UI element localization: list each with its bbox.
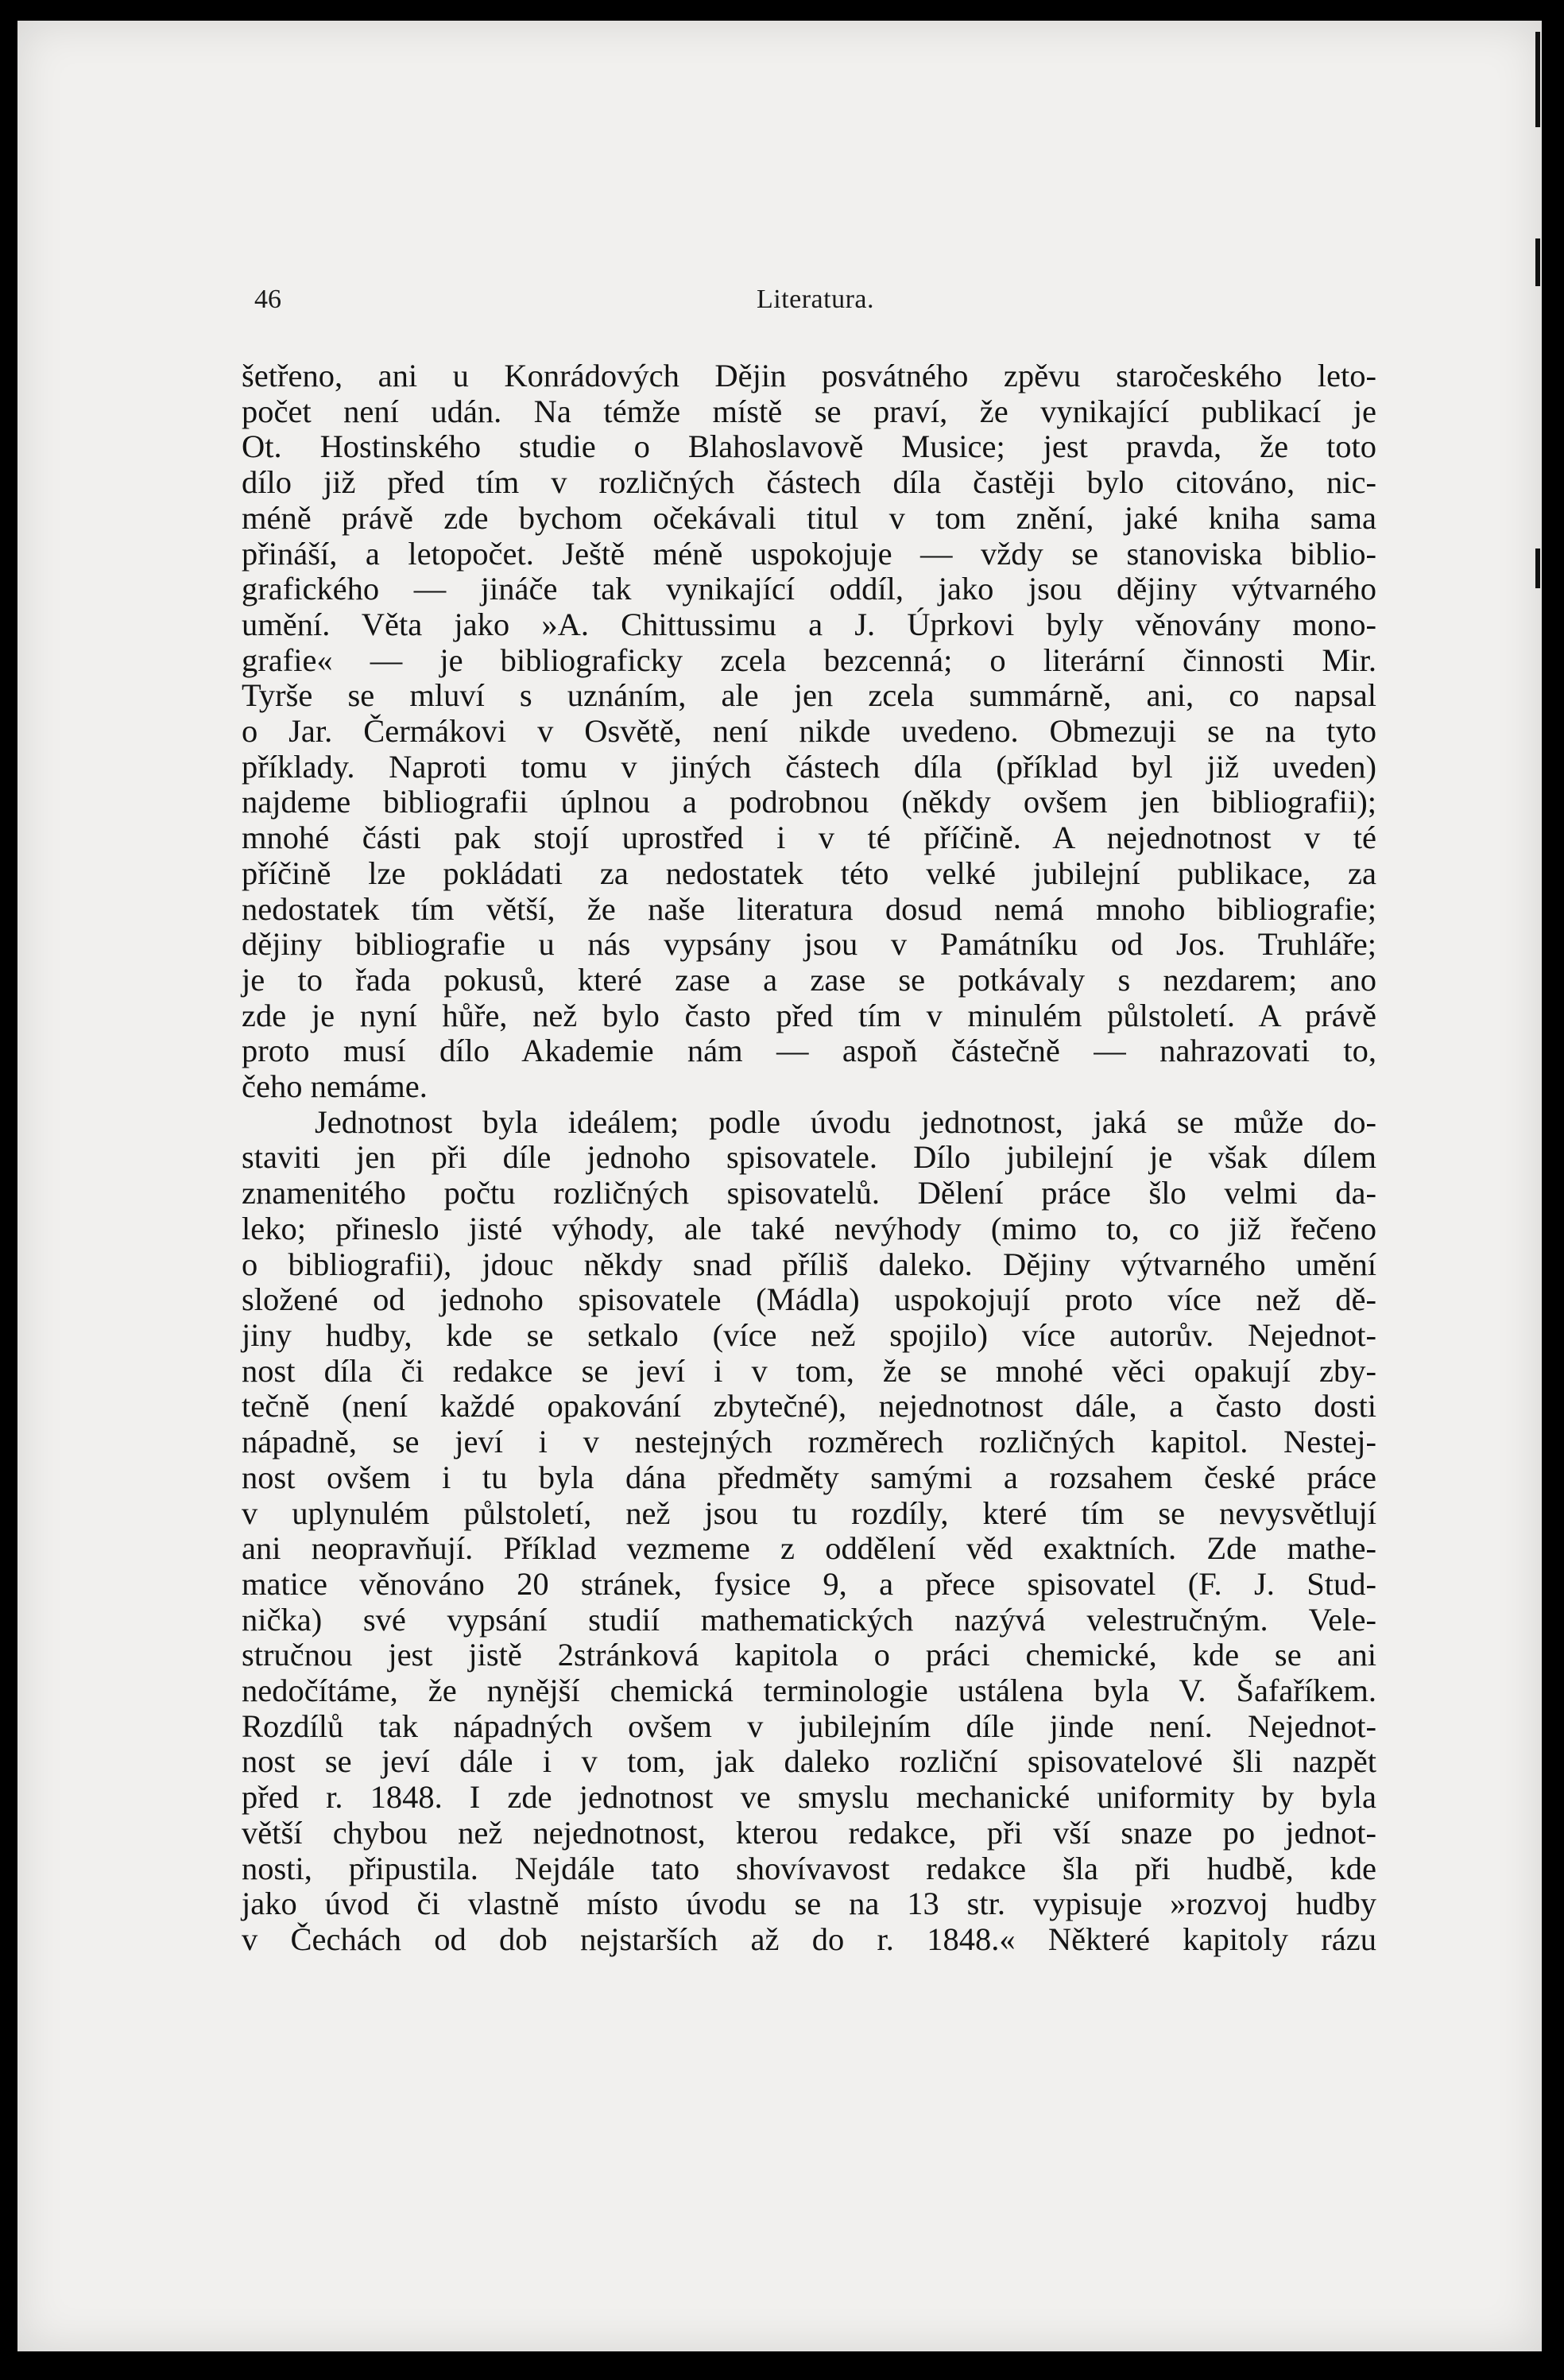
text-line: nost ovšem i tu byla dána předměty samými a rozsahem české práce bbox=[242, 1459, 1376, 1495]
paragraph-1 bbox=[242, 359, 1376, 1105]
text-line: o bibliografii), jdouc někdy snad příliš daleko. Dějiny výtvarného umění bbox=[242, 1246, 1376, 1282]
text-line: zde je nyní hůře, než bylo často před tím v minulém půlstoletí. A právě bbox=[242, 997, 1376, 1033]
text-line: je to řada pokusů, které zase a zase se potkávaly s nezdarem; ano bbox=[242, 961, 1376, 998]
text-line: ani neopravňují. Příklad vezmeme z oddělení věd exaktních. Zde mathe- bbox=[242, 1530, 1376, 1567]
text-line: jako úvod či vlastně místo úvodu se na 13 str. vypisuje »rozvoj hudby bbox=[242, 1886, 1376, 1922]
text-line: příklady. Naproti tomu v jiných částech díla (příklad byl již uveden) bbox=[242, 748, 1376, 785]
text-line: najdeme bibliografii úplnou a podrobnou (někdy ovšem jen bibliografii); bbox=[242, 784, 1376, 820]
scan-edge-mark bbox=[1535, 548, 1540, 588]
text-line: nedočítáme, že nynější chemická terminologie ustálena byla V. Šafaříkem. bbox=[242, 1673, 1376, 1709]
text-line: nedostatek tím větší, že naše literatura dosud nemá mnoho bibliografie; bbox=[242, 890, 1376, 927]
running-title: Literatura. bbox=[756, 285, 875, 314]
text-line: tečně (není každé opakování zbytečné), nejednotnost dále, a často dosti bbox=[242, 1388, 1376, 1425]
text-line: grafického — jináče tak vynikající oddíl, jako jsou dějiny výtvarného bbox=[242, 571, 1376, 607]
scan-edge-mark bbox=[1535, 32, 1540, 127]
text-line: nička) své vypsání studií mathematických nazývá velestručným. Vele- bbox=[242, 1601, 1376, 1638]
text-line: přináší, a letopočet. Ještě méně uspokojuje — vždy se stanoviska biblio- bbox=[242, 535, 1376, 572]
text-line: méně právě zde bychom očekávali titul v tom znění, jaké kniha sama bbox=[242, 499, 1376, 536]
text-line: Ot. Hostinského studie o Blahoslavově Musice; jest pravda, že toto bbox=[242, 428, 1376, 465]
text-line: Rozdílů tak nápadných ovšem v jubilejním díle jinde není. Nejednot- bbox=[242, 1707, 1376, 1744]
text-line: Jednotnost byla ideálem; podle úvodu jednotnost, jaká se může do- bbox=[315, 1103, 1376, 1140]
page-number: 46 bbox=[254, 285, 281, 314]
text-line: počet není udán. Na témže místě se praví, že vynikající publikací je bbox=[242, 393, 1376, 429]
text-line: proto musí dílo Akademie nám — aspoň částečně — nahrazovati to, bbox=[242, 1033, 1376, 1069]
text-line: umění. Věta jako »A. Chittussimu a J. Úprkovi byly věnovány mono- bbox=[242, 606, 1376, 642]
text-line: šetřeno, ani u Konrádových Dějin posvátného zpěvu staročeského leto- bbox=[242, 358, 1376, 393]
text-line: dílo již před tím v rozličných částech díla častěji bylo citováno, nic- bbox=[242, 464, 1376, 501]
text-line: mnohé části pak stojí uprostřed i v té příčině. A nejednotnost v té bbox=[242, 820, 1376, 856]
paragraph-2 bbox=[242, 1105, 1376, 1958]
text-line: grafie« — je bibliograficky zcela bezcenná; o literární činnosti Mir. bbox=[242, 642, 1376, 678]
scan-edge-mark bbox=[1535, 238, 1540, 286]
text-line: matice věnováno 20 stránek, fysice 9, a přece spisovatel (F. J. Stud- bbox=[242, 1565, 1376, 1602]
text-line: před r. 1848. I zde jednotnost ve smyslu mechanické uniformity by byla bbox=[242, 1779, 1376, 1816]
page-header bbox=[254, 285, 1376, 324]
text-line: složené od jednoho spisovatele (Mádla) uspokojují proto více než dě- bbox=[242, 1281, 1376, 1318]
text-line: dějiny bibliografie u nás vypsány jsou v Památníku od Jos. Truhláře; bbox=[242, 926, 1376, 963]
scan-border bbox=[1542, 0, 1564, 2380]
text-line: Tyrše se mluví s uznáním, ale jen zcela summárně, ani, co napsal bbox=[242, 677, 1376, 714]
text-line: leko; přineslo jisté výhody, ale také nevýhody (mimo to, co již řečeno bbox=[242, 1210, 1376, 1246]
text-line: znamenitého počtu rozličných spisovatelů. Dělení práce šlo velmi da- bbox=[242, 1175, 1376, 1211]
text-line: nost se jeví dále i v tom, jak daleko rozliční spisovatelové šli nazpět bbox=[242, 1743, 1376, 1780]
text-line: příčině lze pokládati za nedostatek této velké jubilejní publikace, za bbox=[242, 855, 1376, 891]
text-line: stručnou jest jistě 2stránková kapitola o práci chemické, kde se ani bbox=[242, 1637, 1376, 1673]
text-line: nosti, připustila. Nejdále tato shovívavost redakce šla při hudbě, kde bbox=[242, 1850, 1376, 1886]
book-page bbox=[17, 21, 1542, 2351]
text-line: nápadně, se jeví i v nestejných rozměrech rozličných kapitol. Nestej- bbox=[242, 1424, 1376, 1460]
text-line: o Jar. Čermákovi v Osvětě, není nikde uvedeno. Obmezuji se na tyto bbox=[242, 713, 1376, 750]
text-line: v uplynulém půlstoletí, než jsou tu rozdíly, které tím se nevysvětlují bbox=[242, 1494, 1376, 1531]
text-line: nost díla či redakce se jeví i v tom, že se mnohé věci opakují zby- bbox=[242, 1352, 1376, 1389]
text-line: staviti jen při díle jednoho spisovatele. Dílo jubilejní je však dílem bbox=[242, 1139, 1376, 1176]
text-line: v Čechách od dob nejstarších až do r. 1848.« Některé kapitoly rázu bbox=[242, 1921, 1376, 1957]
text-line: větší chybou než nejednotnost, kterou redakce, při vší snaze po jednot- bbox=[242, 1814, 1376, 1851]
body-text bbox=[242, 359, 1376, 1958]
text-line: čeho nemáme. bbox=[242, 1068, 428, 1105]
text-line: jiny hudby, kde se setkalo (více než spojilo) více autorův. Nejednot- bbox=[242, 1316, 1376, 1353]
